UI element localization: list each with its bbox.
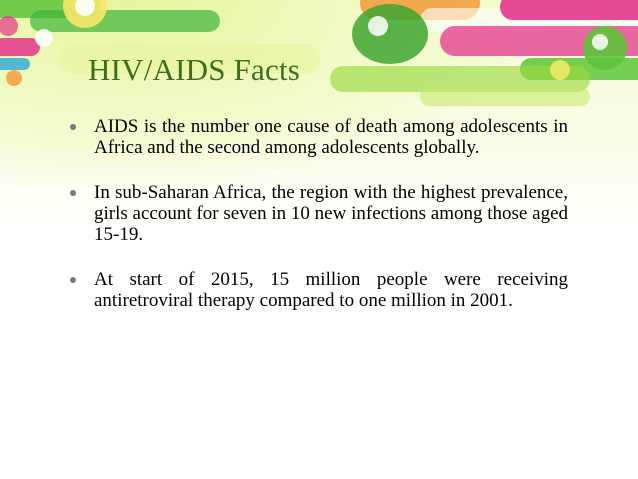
bullet-item xyxy=(64,116,568,158)
bullet-text: AIDS is the number one cause of death among adolescents in Africa and the second among adolescents globally. xyxy=(94,116,568,158)
bullet-icon xyxy=(70,124,76,130)
bullet-icon xyxy=(70,277,76,283)
slide-title: HIV/AIDS Facts xyxy=(88,52,301,87)
bullet-list xyxy=(64,116,568,335)
bullet-item xyxy=(64,269,568,311)
bullet-text: At start of 2015, 15 million people were receiving antiretroviral therapy compared to one million in 2001. xyxy=(94,269,568,311)
bullet-icon xyxy=(70,190,76,196)
bullet-text: In sub-Saharan Africa, the region with the highest prevalence, girls account for seven in 10 new infections among those aged 15-19. xyxy=(94,182,568,245)
bullet-item xyxy=(64,182,568,245)
